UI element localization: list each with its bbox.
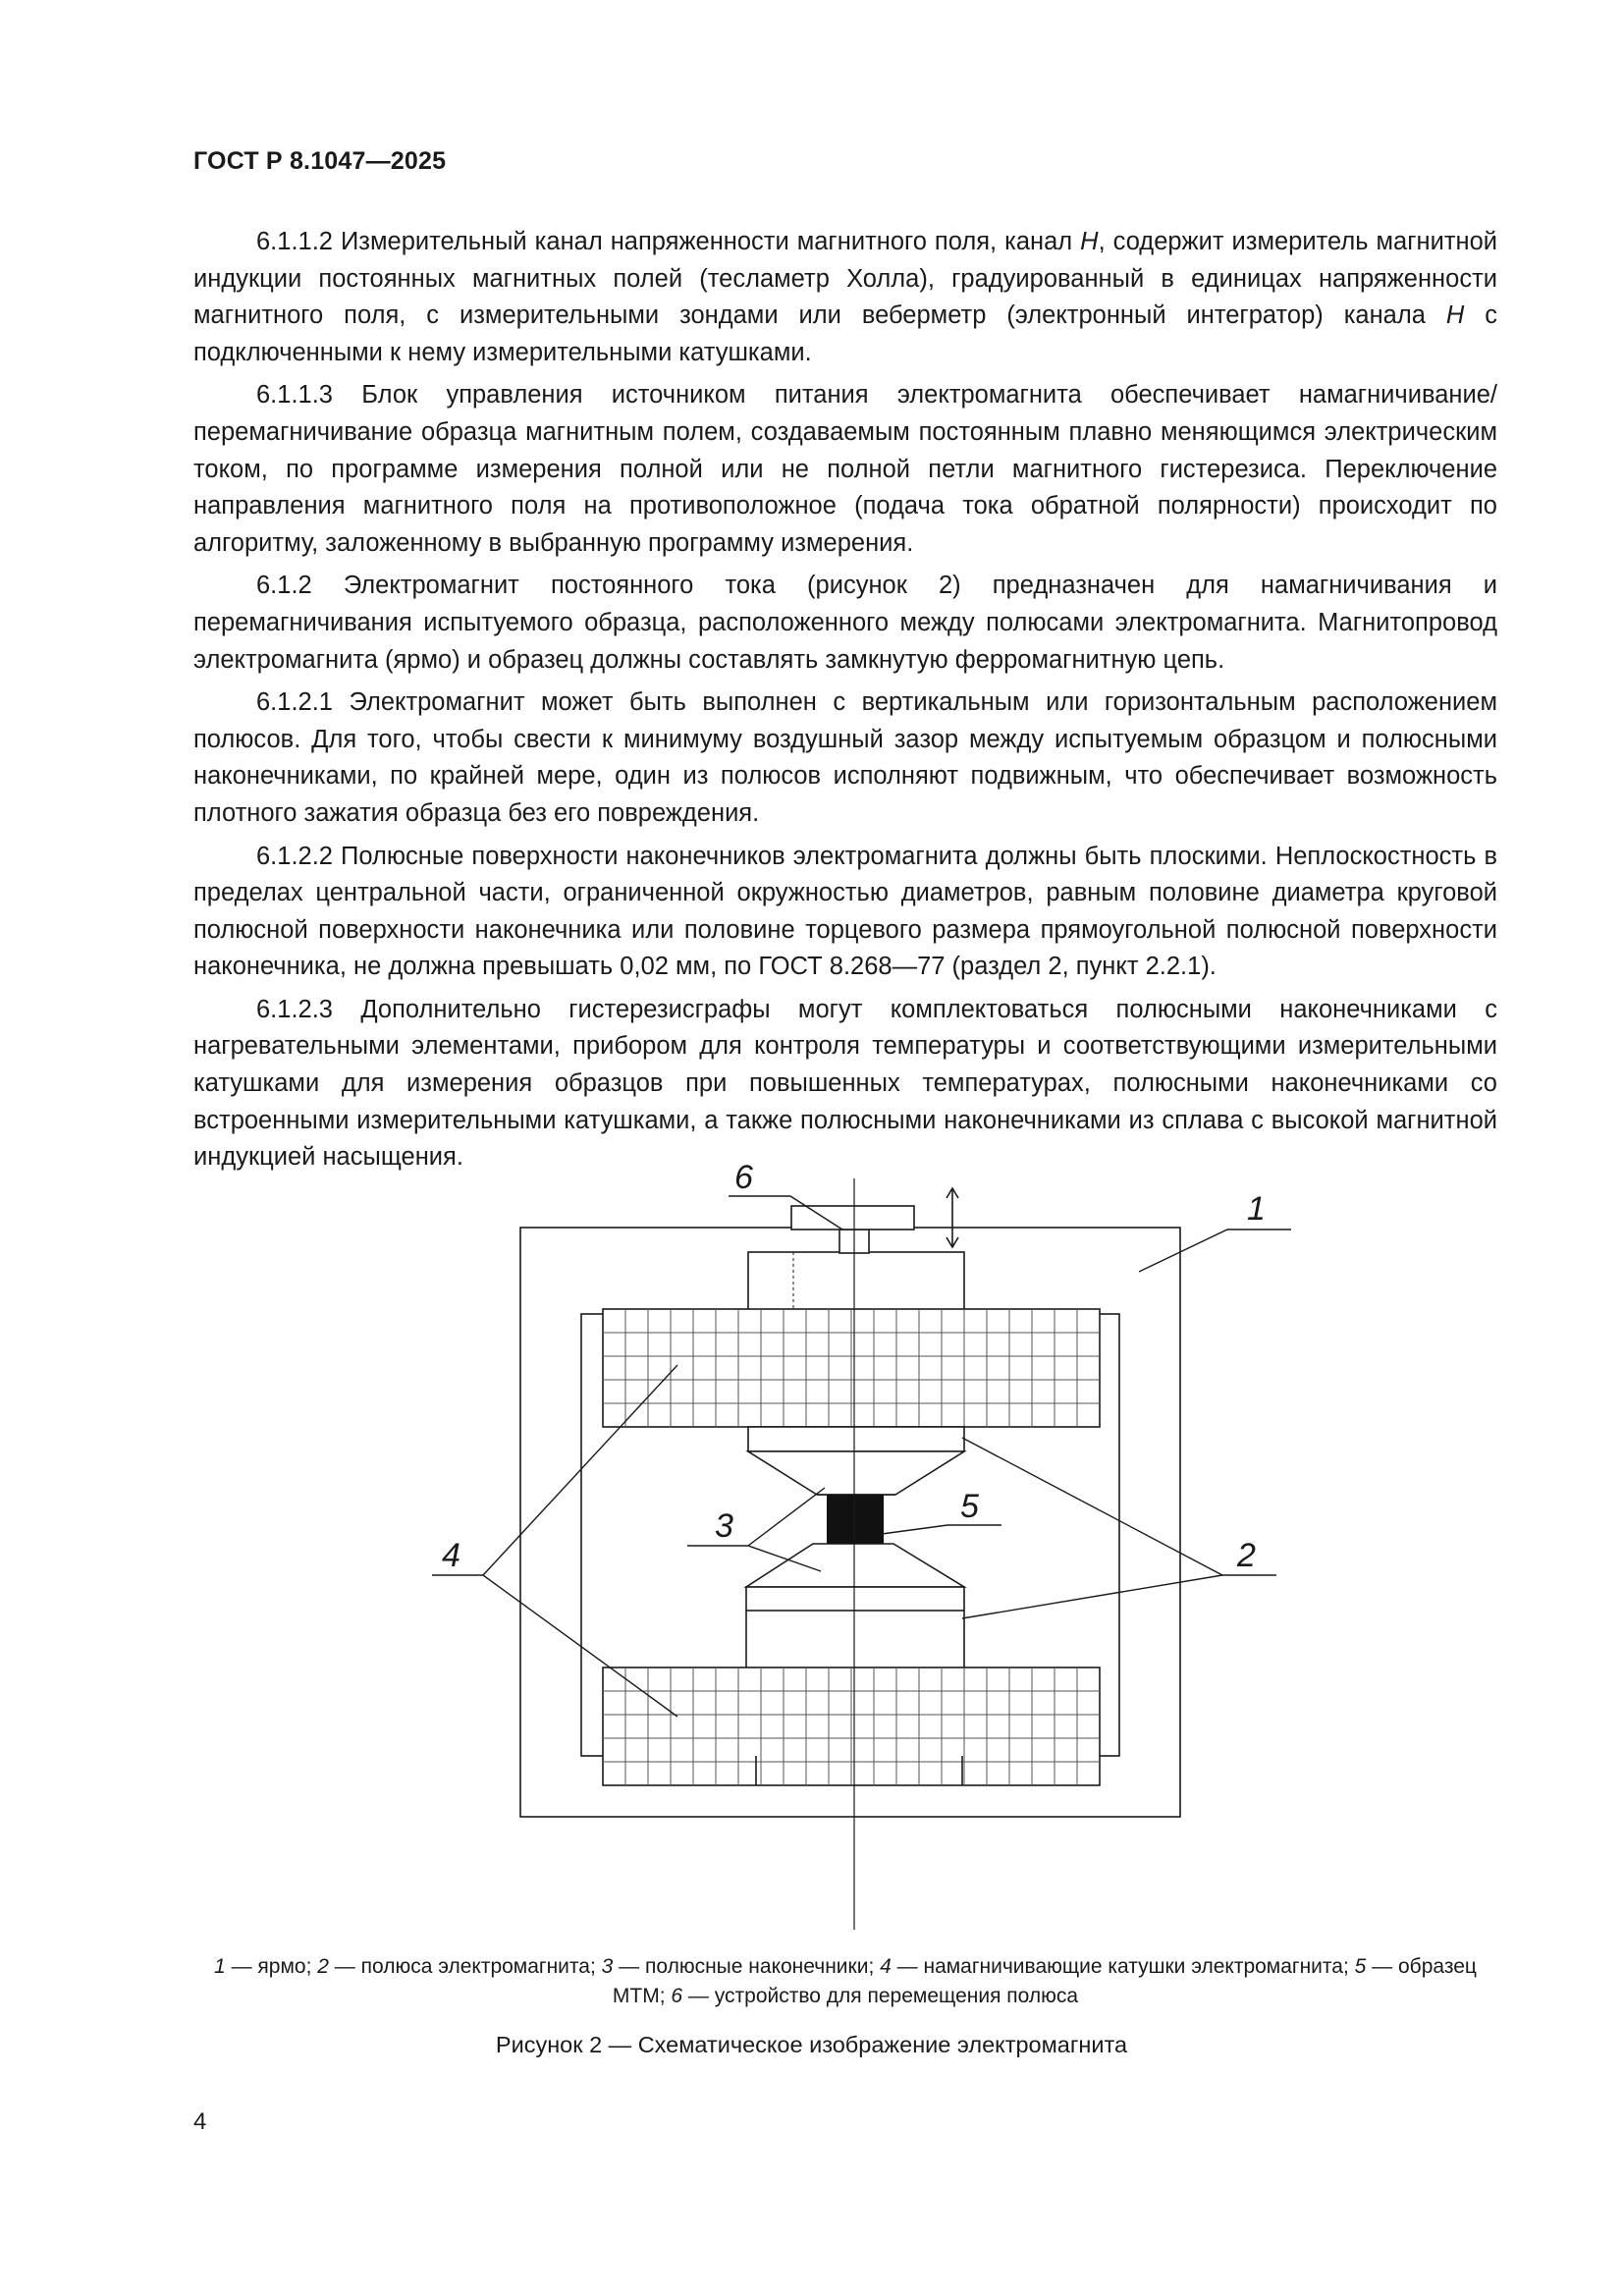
legend-number: 1 <box>214 1955 226 1978</box>
leader-1 <box>1139 1230 1291 1272</box>
paragraph-6-1-1-3: 6.1.1.3 Блок управления источником питания электромагнита обеспечивает намагничивание/перемагничивание образца магнитным полем, создаваемым постоянным плавно меняющимся электрическим током, по программе измерения полной или не полной петли магнитного гистерезиса. Переключение направления магнитного поля на противоположное (подача тока обратной полярности) происходит по алгоритму, заложенному в выбранную программу измерения. <box>193 381 1497 557</box>
paragraph-6-1-2-3: 6.1.2.3 Дополнительно гистерезисграфы могут комплектоваться полюсными наконечниками с нагревательными элементами, прибором для контроля температуры и соответствующими измерительными катушками для измерения образцов при повышенных температурах, полюсными наконечниками со встроенными измерительными катушками, а также полюсными наконечниками из сплава с высокой магнитной индукцией насыщения. <box>193 995 1497 1172</box>
legend-number: 5 <box>1354 1955 1367 1978</box>
figure-caption: Рисунок 2 — Схематическое изображение электромагнита <box>495 2032 1128 2057</box>
body-text <box>193 224 1497 1176</box>
label-1: 1 <box>1247 1190 1266 1228</box>
paragraph-6-1-2-1: 6.1.2.1 Электромагнит может быть выполнен с вертикальным или горизонтальным расположением полюсов. Для того, чтобы свести к минимуму воздушный зазор между испытуемым образцом и полюсными наконечниками, по крайней мере, один из полюсов исполняют подвижным, что обеспечивает возможность плотного зажатия образца без его повреждения. <box>193 688 1497 827</box>
lower-pole-tip <box>746 1544 964 1587</box>
legend-number: 3 <box>601 1955 614 1978</box>
paragraph-6-1-1-2: 6.1.1.2 Измерительный канал напряженности магнитного поля, канал H, содержит измеритель магнитной индукции постоянных магнитных полей (тесламетр Холла), градуированный в единицах напряженности магнитного поля, с измерительными зондами или веберметр (электронный интегратор) канала H с подключенными к нему измерительными катушками. <box>193 228 1498 366</box>
upper-pole-tip <box>748 1451 964 1495</box>
leader-4b <box>483 1575 677 1717</box>
upper-coil <box>603 1309 1100 1427</box>
lower-pole <box>746 1587 964 1611</box>
label-3: 3 <box>715 1507 733 1545</box>
label-5: 5 <box>960 1488 979 1525</box>
label-4: 4 <box>442 1537 460 1574</box>
upper-pole <box>748 1427 964 1451</box>
label-2: 2 <box>1237 1537 1256 1574</box>
figure-legend: 1 — ярмо; 2 — полюса электромагнита; 3 — полюсные наконечники; 4 — намагничивающие катушки электромагнита; 5 — образец МТМ; 6 — устройство для перемещения полюса <box>214 1955 1477 2007</box>
legend-number: 2 <box>317 1955 329 1978</box>
sample-mtm <box>827 1495 884 1544</box>
lower-coil <box>603 1667 1100 1785</box>
leader-3b <box>748 1488 825 1546</box>
legend-number: 6 <box>671 1985 683 2007</box>
paragraph-6-1-2-2: 6.1.2.2 Полюсные поверхности наконечников электромагнита должны быть плоскими. Неплоскостность в пределах центральной части, ограниченной окружностью диаметров, равным половине диаметра круговой полюсной поверхности наконечника или половине торцевого размера прямоугольной полюсной поверхности наконечника, не должна превышать 0,02 мм, по ГОСТ 8.268—77 (раздел 2, пункт 2.2.1). <box>193 842 1497 981</box>
leader-5 <box>882 1525 1001 1534</box>
electromagnet-figure <box>0 1149 1623 1954</box>
movement-arrow-icon <box>947 1188 958 1247</box>
leader-2b <box>962 1575 1222 1618</box>
page-number: 4 <box>193 2108 207 2135</box>
legend-number: 4 <box>880 1955 892 1978</box>
positioning-device-knob <box>791 1206 914 1230</box>
document-id-header: ГОСТ Р 8.1047—2025 <box>193 147 447 175</box>
label-6: 6 <box>734 1159 753 1196</box>
paragraph-6-1-2: 6.1.2 Электромагнит постоянного тока (рисунок 2) предназначен для намагничивания и перемагничивания испытуемого образца, расположенного между полюсами электромагнита. Магнитопровод электромагнита (ярмо) и образец должны составлять замкнутую ферромагнитную цепь. <box>193 572 1497 674</box>
